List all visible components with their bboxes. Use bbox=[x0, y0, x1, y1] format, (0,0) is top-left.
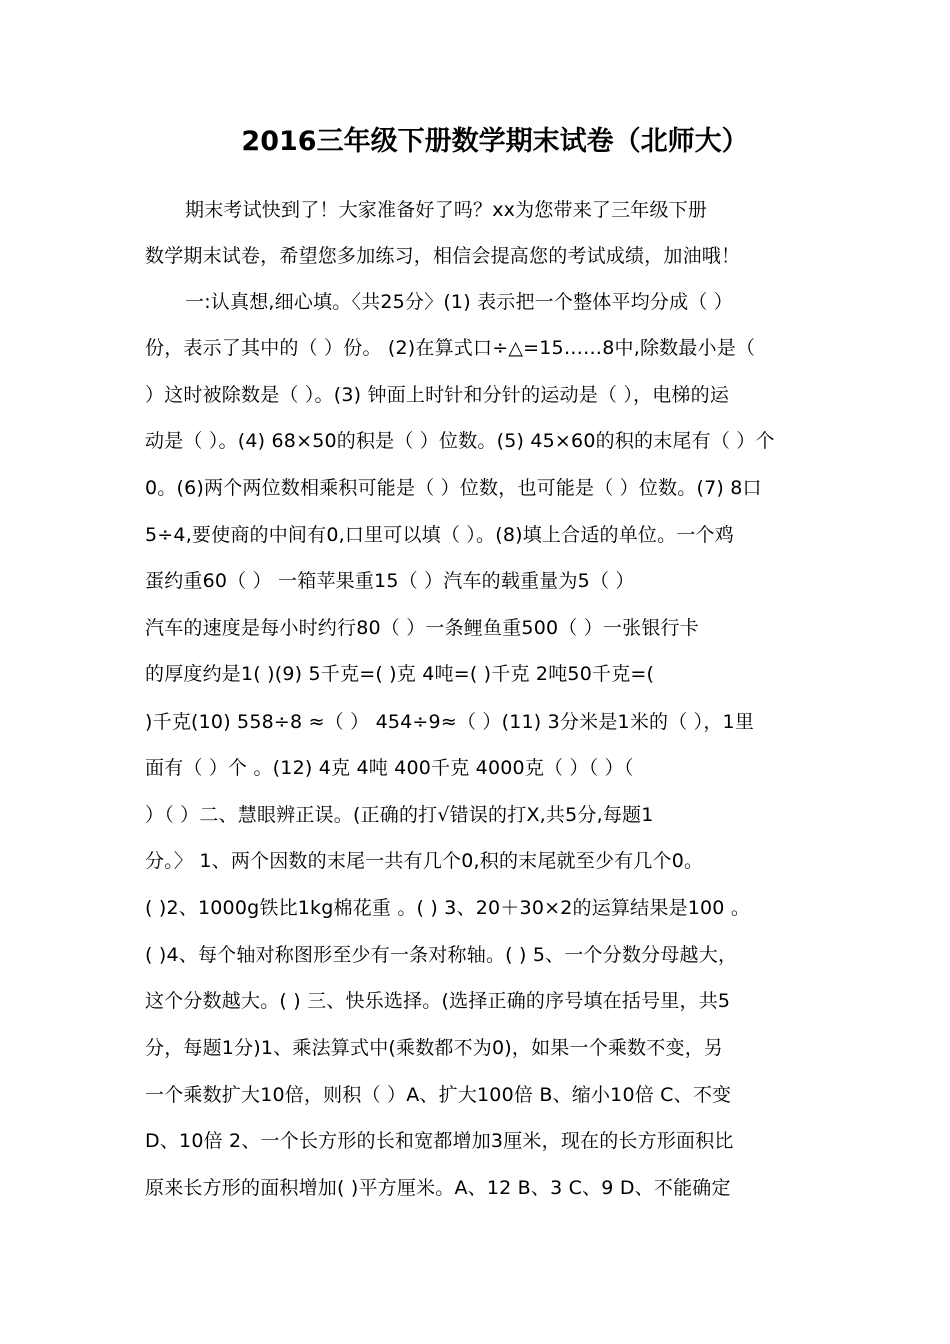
paragraph-line: 蛋约重60（ ） 一箱苹果重15（ ）汽车的载重量为5（ ） bbox=[145, 570, 635, 592]
paragraph-line: 5÷4,要使商的中间有0,口里可以填（ ）。(8)填上合适的单位。一个鸡 bbox=[145, 524, 734, 546]
paragraph-line: 份，表示了其中的（ ）份。 (2)在算式口÷△=15……8中,除数最小是（ bbox=[145, 337, 756, 359]
paragraph-line: 这个分数越大。( ) 三、快乐选择。(选择正确的序号填在括号里，共5 bbox=[145, 990, 731, 1012]
paragraph-line: ( )2、1000g铁比1kg棉花重 。( ) 3、20＋30×2的运算结果是100 。 bbox=[145, 897, 751, 919]
paragraph-line: 动是（ ）。(4) 68×50的积是（ ）位数。(5) 45×60的积的末尾有（ ）个 bbox=[145, 430, 775, 452]
paragraph-line: 原来长方形的面积增加( )平方厘米。A、12 B、3 C、9 D、不能确定 bbox=[145, 1177, 731, 1199]
paragraph-line: ）（ ）二、慧眼辨正误。(正确的打√错误的打X,共5分,每题1 bbox=[145, 804, 654, 826]
paragraph-line: D、10倍 2、一个长方形的长和宽都增加3厘米，现在的长方形面积比 bbox=[145, 1130, 734, 1152]
paragraph-line: 分。〉 1、两个因数的末尾一共有几个0,积的末尾就至少有几个0。 bbox=[145, 850, 704, 872]
paragraph-line: 0。(6)两个两位数相乘积可能是（ ）位数，也可能是（ ）位数。(7) 8口 bbox=[145, 477, 762, 499]
paragraph-line: 期末考试快到了！大家准备好了吗？xx为您带来了三年级下册 bbox=[185, 199, 708, 221]
paragraph-line: 一个乘数扩大10倍，则积（ ）A、扩大100倍 B、缩小10倍 C、不变 bbox=[145, 1084, 732, 1106]
paragraph-line: ( )4、每个轴对称图形至少有一条对称轴。( ) 5、一个分数分母越大， bbox=[145, 944, 738, 966]
paragraph-line: 面有（ ）个 。(12) 4克 4吨 400千克 4000克（ ）（ ）（ bbox=[145, 757, 634, 779]
document-title: 2016三年级下册数学期末试卷（北师大） bbox=[241, 126, 749, 157]
paragraph-line: 汽车的速度是每小时约行80（ ）一条鲤鱼重500（ ）一张银行卡 bbox=[145, 617, 699, 639]
paragraph-line: 的厚度约是1( )(9) 5千克=( )克 4吨=( )千克 2吨50千克=( bbox=[145, 663, 655, 685]
paragraph-line: 分，每题1分)1、乘法算式中(乘数都不为0)，如果一个乘数不变，另 bbox=[145, 1037, 724, 1059]
paragraph-line: 一:认真想,细心填。〈共25分〉(1) 表示把一个整体平均分成（ ） bbox=[185, 291, 733, 313]
paragraph-line: 数学期末试卷，希望您多加练习，相信会提高您的考试成绩，加油哦！ bbox=[145, 245, 741, 267]
paragraph-line: )千克(10) 558÷8 ≈（ ） 454÷9≈（ ）(11) 3分米是1米的（ ），1里 bbox=[145, 711, 755, 733]
paragraph-line: ）这时被除数是（ ）。(3) 钟面上时针和分针的运动是（ ），电梯的运 bbox=[145, 384, 730, 406]
